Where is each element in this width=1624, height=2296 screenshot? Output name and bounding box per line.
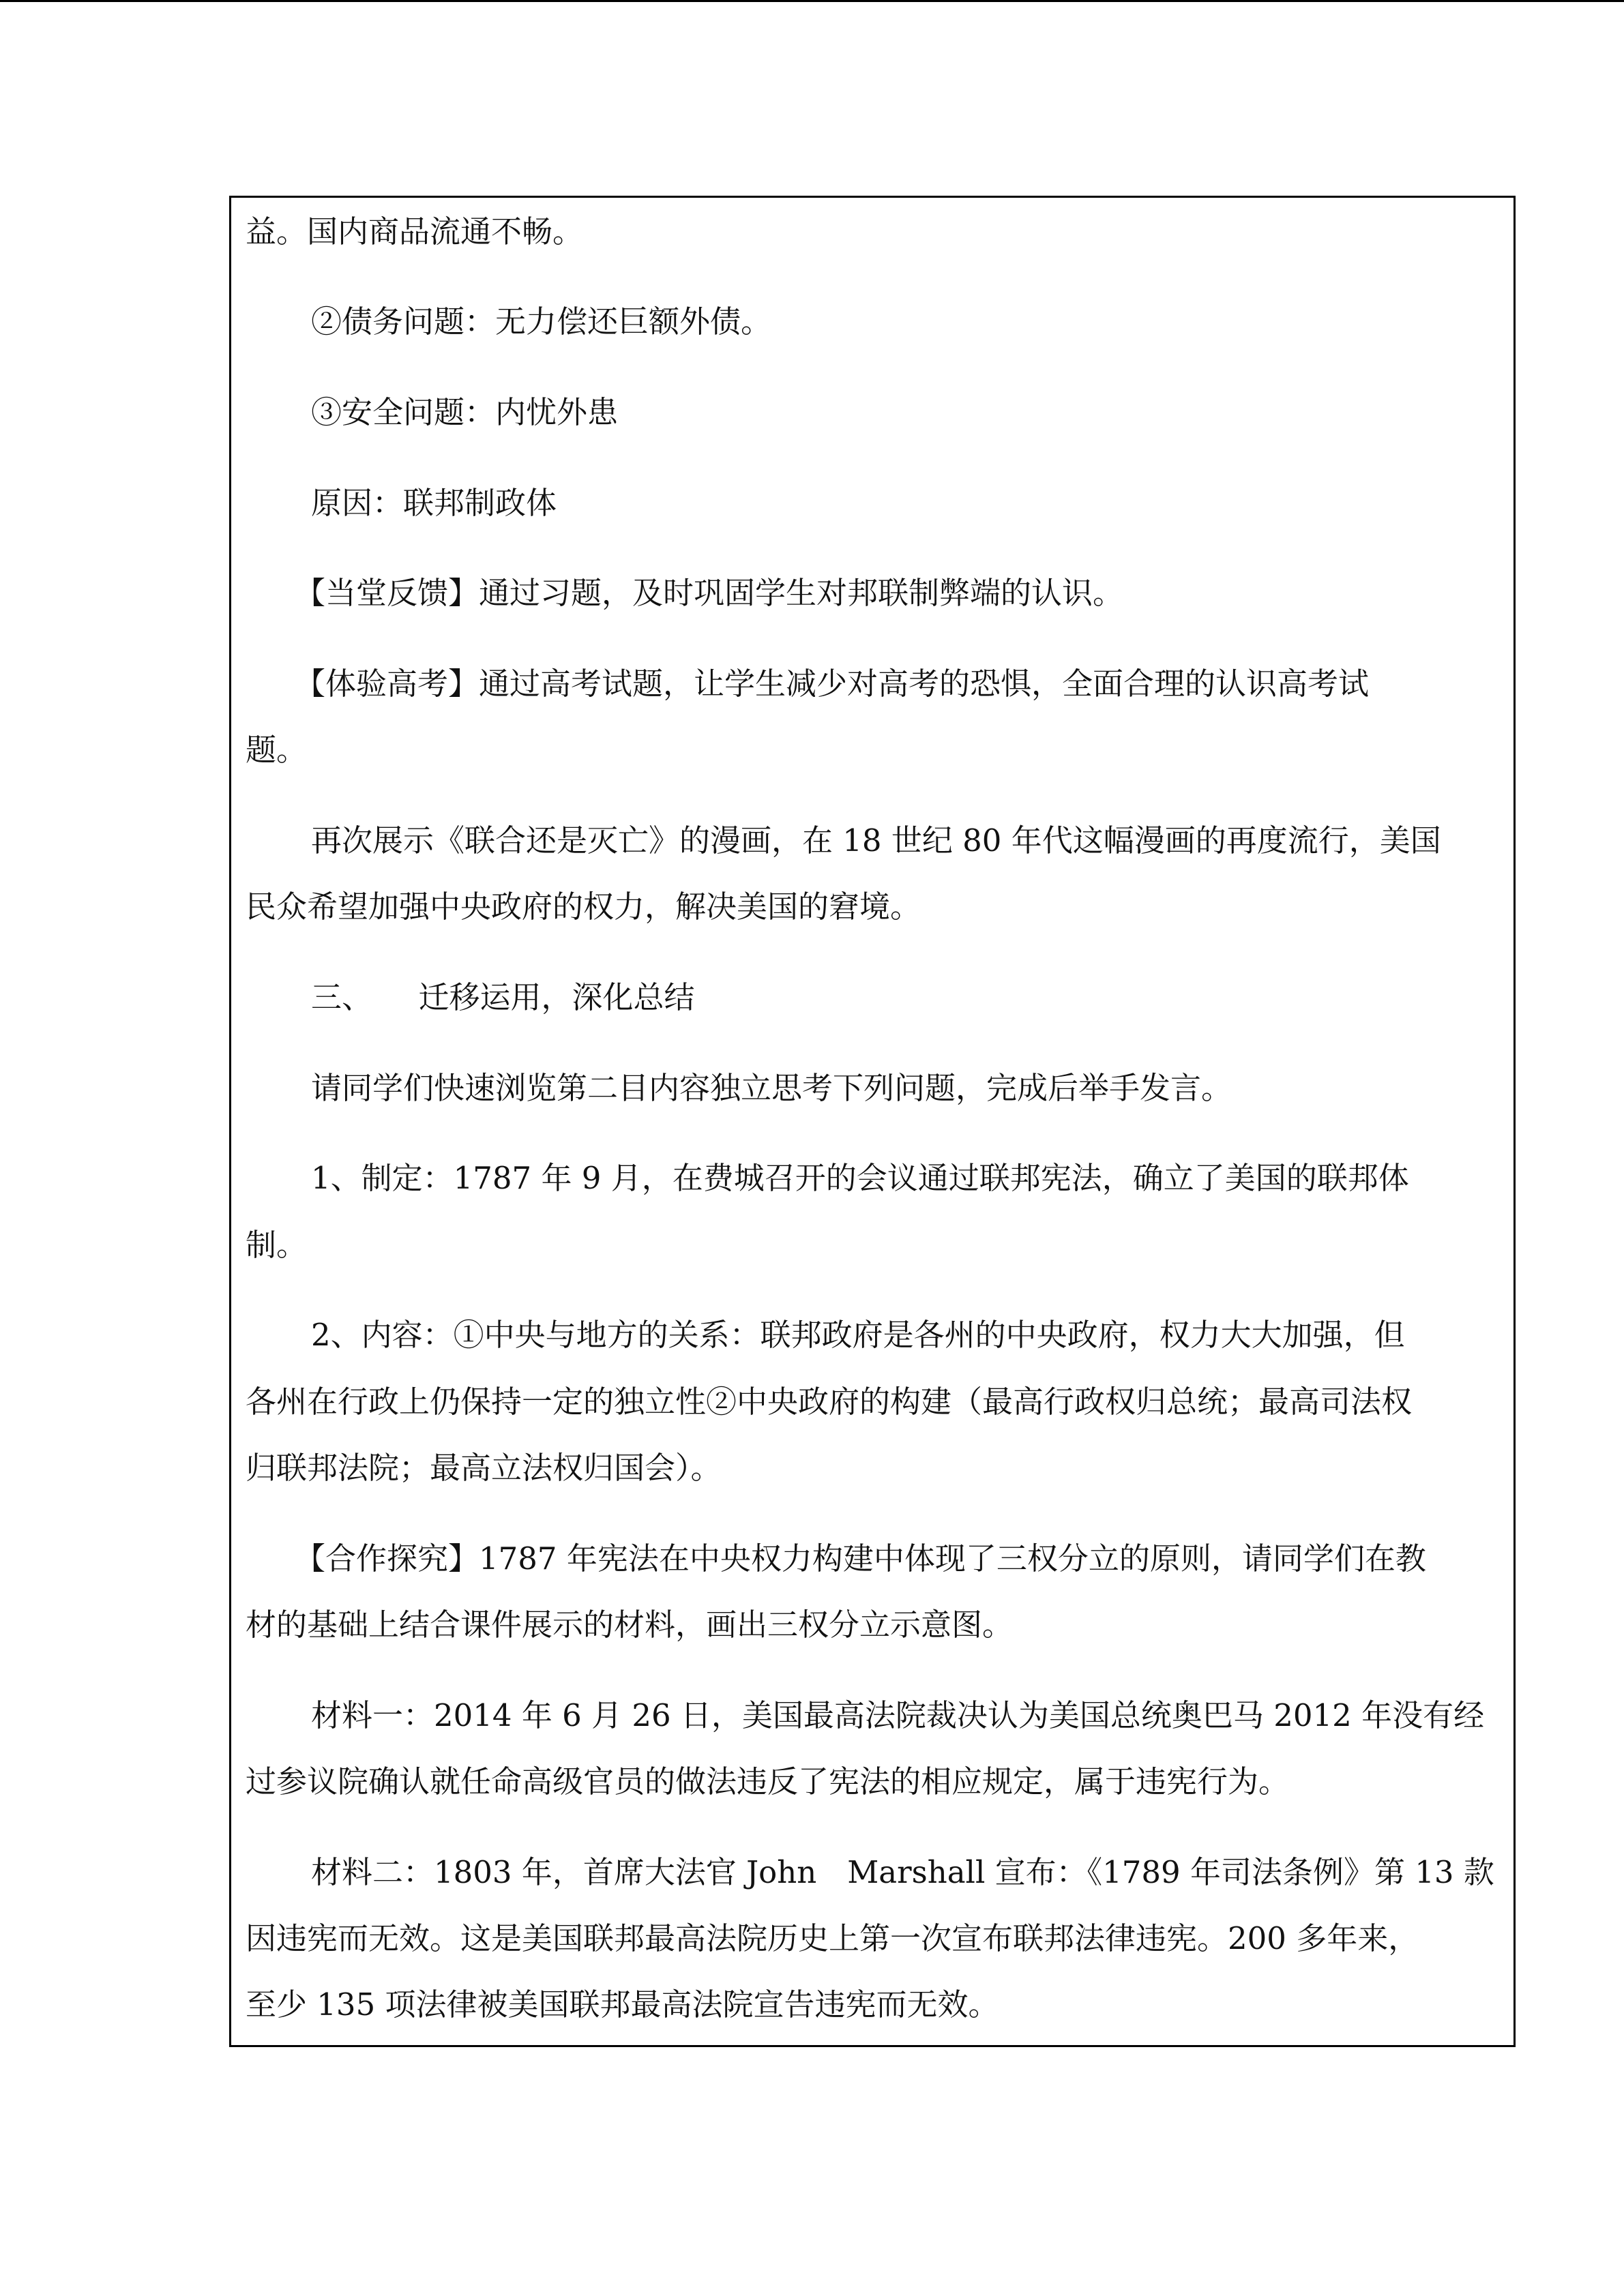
text-line-9: 民众希望加强中央政府的权力，解决美国的窘境。 xyxy=(246,889,921,925)
text-line-1: 益。国内商品流通不畅。 xyxy=(246,213,584,250)
text-line-3: ③安全问题：内忧外患 xyxy=(311,394,619,430)
text-line-10: 三、 迁移运用，深化总结 xyxy=(311,979,695,1015)
top-border-line xyxy=(0,0,1624,2)
text-line-21: 材料二：1803 年，首席大法官 John Marshall 宣布：《1789 年司法条例》第 13 款 xyxy=(311,1854,1494,1890)
text-line-11: 请同学们快速浏览第二目内容独立思考下列问题，完成后举手发言。 xyxy=(311,1070,1232,1106)
text-line-16: 归联邦法院；最高立法权归国会）。 xyxy=(246,1450,722,1486)
text-line-7: 题。 xyxy=(246,732,308,768)
text-line-2: ②债务问题：无力偿还巨额外债。 xyxy=(311,303,772,340)
text-line-13: 制。 xyxy=(246,1227,308,1263)
text-line-23: 至少 135 项法律被美国联邦最高法院宣告违宪而无效。 xyxy=(246,1986,999,2023)
text-line-15: 各州在行政上仍保持一定的独立性②中央政府的构建（最高行政权归总统；最高司法权 xyxy=(246,1384,1413,1420)
text-line-20: 过参议院确认就任命高级官员的做法违反了宪法的相应规定，属于违宪行为。 xyxy=(246,1763,1290,1800)
text-line-18: 材的基础上结合课件展示的材料，画出三权分立示意图。 xyxy=(246,1607,1014,1643)
text-line-19: 材料一：2014 年 6 月 26 日，美国最高法院裁决认为美国总统奥巴马 2012 年没有经 xyxy=(311,1697,1485,1733)
text-line-12: 1、制定：1787 年 9 月，在费城召开的会议通过联邦宪法，确立了美国的联邦体 xyxy=(311,1160,1409,1196)
text-line-4: 原因：联邦制政体 xyxy=(311,485,557,521)
text-line-5: 【当堂反馈】通过习题，及时巩固学生对邦联制弊端的认识。 xyxy=(295,575,1124,611)
text-line-22: 因违宪而无效。这是美国联邦最高法院历史上第一次宣布联邦法律违宪。200 多年来， xyxy=(246,1920,1419,1956)
text-line-14: 2、内容：①中央与地方的关系：联邦政府是各州的中央政府，权力大大加强，但 xyxy=(311,1317,1405,1353)
text-line-17: 【合作探究】1787 年宪法在中央权力构建中体现了三权分立的原则，请同学们在教 xyxy=(295,1540,1426,1577)
text-line-8: 再次展示《联合还是灭亡》的漫画，在 18 世纪 80 年代这幅漫画的再度流行，美国 xyxy=(311,822,1441,859)
text-line-6: 【体验高考】通过高考试题，让学生减少对高考的恐惧，全面合理的认识高考试 xyxy=(295,666,1370,702)
